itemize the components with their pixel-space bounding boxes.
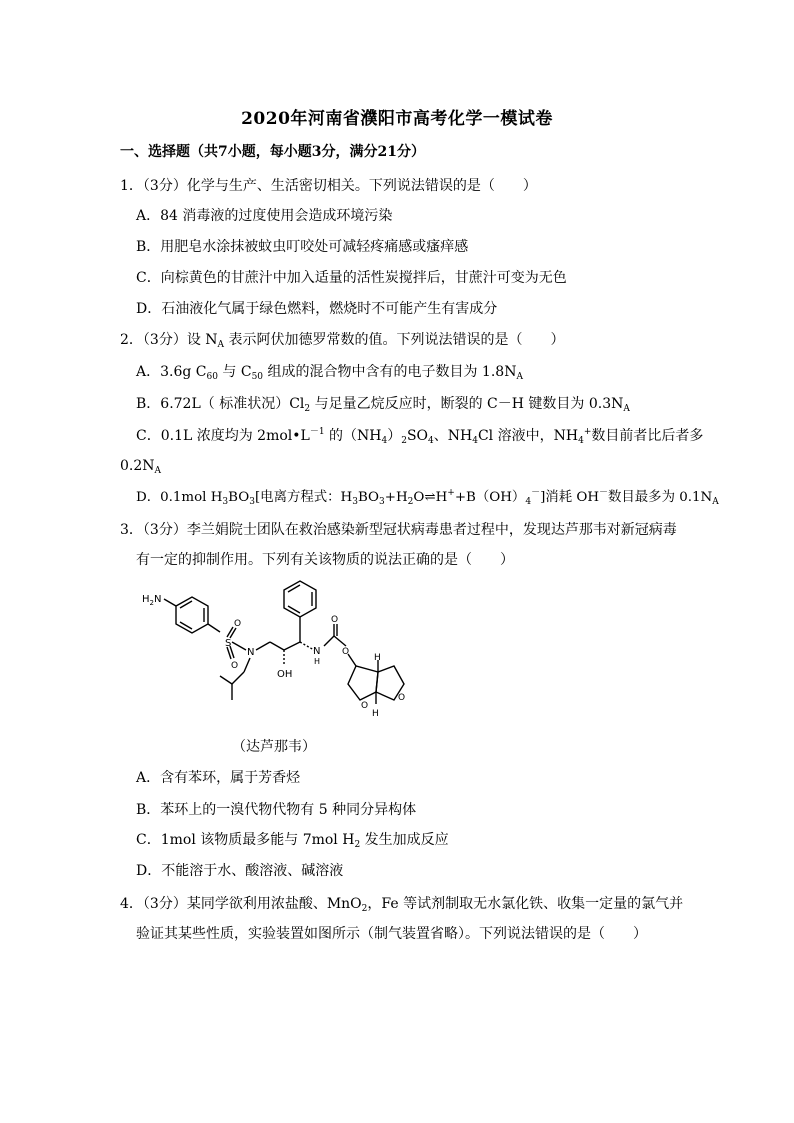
amino-label: $H_2N$ [142, 594, 162, 607]
section-heading: 一、选择题（共7小题，每小题3分，满分21分） [120, 144, 425, 160]
question-1-option-d: D．石油液化气属于绿色燃料，燃烧时不可能产生有害成分 [136, 301, 498, 317]
ring-oxygen-label-1: O [361, 701, 369, 711]
question-1-option-c: C．向棕黄色的甘蔗汁中加入适量的活性炭搅拌后，甘蔗汁可变为无色 [136, 270, 567, 286]
sulfur-label: S [225, 638, 232, 649]
benzene-ring-2 [284, 581, 316, 617]
thf-ring-1 [348, 666, 378, 700]
hydrogen-label-top: H [374, 653, 381, 663]
question-1-option-b: B．用肥皂水涂抹被蚊虫叮咬处可减轻疼痛感或瘙痒感 [136, 239, 469, 255]
question-1-stem: 1．（3分）化学与生产、生活密切相关。下列说法错误的是（ ） [120, 178, 537, 194]
question-3-option-d: D．不能溶于水、酸溶液、碱溶液 [136, 863, 344, 879]
carbonyl-oxygen-label: O [331, 615, 339, 625]
question-3-stem-line-2: 有一定的抑制作用。下列有关该物质的说法正确的是（ ） [136, 552, 514, 568]
question-4-stem-line-2: 验证其某些性质，实验装置如图所示（制气装置省略）。下列说法错误的是（ ） [136, 926, 647, 942]
nitrogen-label: N [247, 647, 255, 658]
benzene-ring-1 [176, 597, 208, 633]
page-title: 2020年河南省濮阳市高考化学一模试卷 [241, 109, 553, 129]
darunavir-structure-diagram [134, 580, 434, 740]
oxygen-label-2: O [231, 661, 239, 671]
structure-caption: （达芦那韦） [232, 739, 316, 755]
ring-oxygen-label-2: O [398, 693, 406, 703]
question-3-option-c: C．1mol 该物质最多能与 7mol $H_2$ 发生加成反应 [136, 832, 449, 850]
ester-oxygen-label: O [342, 647, 350, 657]
hydrogen-label-bottom: H [372, 709, 379, 719]
question-2-option-c: C．0.1L 浓度均为 $2mol•L^{-1}$ 的$(NH_4)_2SO_4$、$NH_4Cl$ 溶液中，$NH_4^+$数目前者比后者多 [136, 427, 704, 446]
question-2-option-b: B．6.72L（ 标准状况）$Cl_2$ 与足量乙烷反应时，断裂的 C－H 键数目为 $0.3N_A$ [136, 396, 630, 414]
question-1-option-a: A．84 消毒液的过度使用会造成环境污染 [136, 208, 393, 224]
oxygen-label-1: O [234, 619, 242, 629]
question-4-stem-line-1: 4．（3分）某同学欲利用浓盐酸、MnO$_2$，Fe 等试剂制取无水氯化铁、收集一定量的氯气并 [120, 896, 684, 914]
question-2-option-c-continued: $0.2N_A$ [120, 458, 162, 476]
question-2-stem: 2．（3分）设 $N_A$ 表示阿伏加德罗常数的值。下列说法错误的是（ ） [120, 332, 565, 350]
question-3-stem-line-1: 3．（3分）李兰娟院士团队在救治感染新型冠状病毒患者过程中，发现达芦那韦对新冠病毒 [120, 522, 677, 538]
question-2-option-a: A．3.6g $C_{60}$ 与 $C_{50}$ 组成的混合物中含有的电子数目为 $1.8N_A$ [136, 364, 523, 382]
hydroxyl-label: OH [277, 669, 293, 680]
question-2-option-d: D．0.1mol $H_3BO_3$[电离方程式：$H_3BO_3+H_2O\rightleftharpoons H^++B(OH)_4^-$]消耗 OH－数目最多为 $0.1N_A$ [136, 488, 719, 507]
question-3-option-a: A．含有苯环，属于芳香烃 [136, 770, 301, 786]
question-3-option-b: B．苯环上的一溴代物代物有 5 种同分异构体 [136, 802, 417, 818]
amide-nitrogen-label: N H [313, 646, 321, 666]
